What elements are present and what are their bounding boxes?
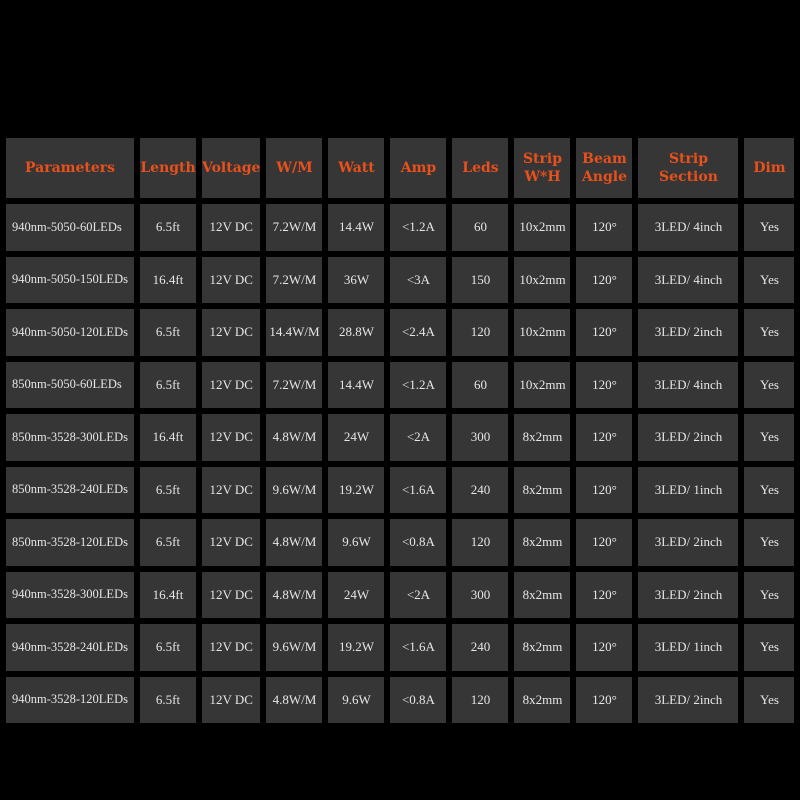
cell-parameters: 850nm-5050-60LEDs — [6, 362, 134, 409]
cell-length: 16.4ft — [140, 257, 196, 304]
header-leds — [452, 138, 508, 198]
cell-beam-angle: 120° — [576, 467, 632, 514]
cell-amp: <1.6A — [390, 467, 446, 514]
cell-wm: 7.2W/M — [266, 204, 322, 251]
cell-voltage: 12V DC — [202, 519, 260, 566]
header-label: W/M — [276, 160, 313, 176]
cell-beam-angle: 120° — [576, 677, 632, 724]
header-strip-section — [638, 138, 738, 198]
table-row — [6, 257, 794, 304]
cell-length: 16.4ft — [140, 414, 196, 461]
cell-watt: 9.6W — [328, 677, 384, 724]
cell-strip-wh: 8x2mm — [514, 572, 570, 619]
cell-voltage: 12V DC — [202, 572, 260, 619]
header-voltage — [202, 138, 260, 198]
spec-table — [0, 132, 800, 729]
header-amp — [390, 138, 446, 198]
cell-strip-wh: 8x2mm — [514, 519, 570, 566]
header-label: Parameters — [24, 160, 116, 176]
cell-strip-wh: 10x2mm — [514, 309, 570, 356]
cell-watt: 9.6W — [328, 519, 384, 566]
cell-leds: 240 — [452, 624, 508, 671]
cell-voltage: 12V DC — [202, 467, 260, 514]
header-wm — [266, 138, 322, 198]
cell-leds: 300 — [452, 414, 508, 461]
header-label: Strip Section — [659, 151, 718, 185]
cell-watt: 28.8W — [328, 309, 384, 356]
cell-watt: 14.4W — [328, 362, 384, 409]
header-label: Strip W*H — [522, 151, 562, 185]
cell-strip-wh: 8x2mm — [514, 414, 570, 461]
cell-amp: <1.6A — [390, 624, 446, 671]
cell-dim: Yes — [744, 519, 794, 566]
header-label: Length — [140, 160, 196, 176]
cell-wm: 7.2W/M — [266, 362, 322, 409]
cell-wm: 9.6W/M — [266, 624, 322, 671]
header-label: Amp — [400, 160, 437, 176]
cell-strip-section: 3LED/ 4inch — [638, 204, 738, 251]
cell-dim: Yes — [744, 467, 794, 514]
header-parameters — [6, 138, 134, 198]
cell-voltage: 12V DC — [202, 257, 260, 304]
header-dim — [744, 138, 794, 198]
cell-leds: 300 — [452, 572, 508, 619]
cell-amp: <0.8A — [390, 519, 446, 566]
cell-leds: 120 — [452, 677, 508, 724]
cell-parameters: 940nm-3528-300LEDs — [6, 572, 134, 619]
table-row — [6, 572, 794, 619]
cell-amp: <0.8A — [390, 677, 446, 724]
cell-amp: <2A — [390, 414, 446, 461]
cell-wm: 4.8W/M — [266, 519, 322, 566]
cell-length: 6.5ft — [140, 677, 196, 724]
cell-amp: <2A — [390, 572, 446, 619]
cell-beam-angle: 120° — [576, 257, 632, 304]
cell-beam-angle: 120° — [576, 362, 632, 409]
header-beam-angle — [576, 138, 632, 198]
cell-parameters: 940nm-5050-120LEDs — [6, 309, 134, 356]
cell-strip-section: 3LED/ 4inch — [638, 362, 738, 409]
cell-strip-section: 3LED/ 2inch — [638, 572, 738, 619]
cell-strip-section: 3LED/ 2inch — [638, 309, 738, 356]
cell-voltage: 12V DC — [202, 309, 260, 356]
table-row — [6, 204, 794, 251]
cell-leds: 150 — [452, 257, 508, 304]
table-row — [6, 309, 794, 356]
cell-dim: Yes — [744, 414, 794, 461]
header-label: Voltage — [202, 160, 261, 176]
header-length — [140, 138, 196, 198]
table-row — [6, 414, 794, 461]
cell-parameters: 850nm-3528-300LEDs — [6, 414, 134, 461]
cell-voltage: 12V DC — [202, 677, 260, 724]
table-row — [6, 519, 794, 566]
cell-strip-section: 3LED/ 4inch — [638, 257, 738, 304]
cell-wm: 4.8W/M — [266, 677, 322, 724]
cell-wm: 9.6W/M — [266, 467, 322, 514]
cell-length: 6.5ft — [140, 204, 196, 251]
cell-watt: 19.2W — [328, 467, 384, 514]
cell-strip-section: 3LED/ 1inch — [638, 624, 738, 671]
cell-leds: 60 — [452, 362, 508, 409]
cell-strip-section: 3LED/ 2inch — [638, 677, 738, 724]
cell-strip-section: 3LED/ 2inch — [638, 519, 738, 566]
cell-strip-wh: 8x2mm — [514, 624, 570, 671]
cell-wm: 4.8W/M — [266, 572, 322, 619]
cell-beam-angle: 120° — [576, 414, 632, 461]
cell-parameters: 850nm-3528-240LEDs — [6, 467, 134, 514]
cell-dim: Yes — [744, 572, 794, 619]
cell-length: 6.5ft — [140, 467, 196, 514]
cell-beam-angle: 120° — [576, 572, 632, 619]
cell-length: 6.5ft — [140, 624, 196, 671]
cell-strip-wh: 8x2mm — [514, 467, 570, 514]
cell-watt: 14.4W — [328, 204, 384, 251]
cell-strip-wh: 8x2mm — [514, 677, 570, 724]
cell-dim: Yes — [744, 204, 794, 251]
cell-voltage: 12V DC — [202, 624, 260, 671]
cell-strip-wh: 10x2mm — [514, 257, 570, 304]
cell-strip-wh: 10x2mm — [514, 362, 570, 409]
header-watt — [328, 138, 384, 198]
header-label: Beam Angle — [581, 151, 627, 185]
cell-watt: 19.2W — [328, 624, 384, 671]
cell-beam-angle: 120° — [576, 624, 632, 671]
table-row — [6, 677, 794, 724]
cell-leds: 120 — [452, 519, 508, 566]
cell-watt: 24W — [328, 572, 384, 619]
cell-beam-angle: 120° — [576, 309, 632, 356]
cell-amp: <1.2A — [390, 204, 446, 251]
cell-beam-angle: 120° — [576, 204, 632, 251]
header-row — [6, 138, 794, 198]
cell-watt: 24W — [328, 414, 384, 461]
cell-leds: 240 — [452, 467, 508, 514]
cell-amp: <1.2A — [390, 362, 446, 409]
cell-amp: <2.4A — [390, 309, 446, 356]
cell-parameters: 940nm-5050-60LEDs — [6, 204, 134, 251]
cell-voltage: 12V DC — [202, 362, 260, 409]
cell-watt: 36W — [328, 257, 384, 304]
cell-strip-section: 3LED/ 1inch — [638, 467, 738, 514]
cell-wm: 7.2W/M — [266, 257, 322, 304]
cell-voltage: 12V DC — [202, 204, 260, 251]
header-label: Watt — [338, 160, 375, 176]
table-row — [6, 362, 794, 409]
cell-length: 16.4ft — [140, 572, 196, 619]
cell-amp: <3A — [390, 257, 446, 304]
cell-length: 6.5ft — [140, 519, 196, 566]
cell-voltage: 12V DC — [202, 414, 260, 461]
cell-dim: Yes — [744, 362, 794, 409]
header-label: Dim — [753, 160, 786, 176]
cell-leds: 120 — [452, 309, 508, 356]
cell-length: 6.5ft — [140, 362, 196, 409]
cell-strip-wh: 10x2mm — [514, 204, 570, 251]
cell-dim: Yes — [744, 677, 794, 724]
cell-parameters: 940nm-3528-240LEDs — [6, 624, 134, 671]
cell-dim: Yes — [744, 309, 794, 356]
cell-wm: 4.8W/M — [266, 414, 322, 461]
cell-dim: Yes — [744, 257, 794, 304]
table-row — [6, 624, 794, 671]
cell-length: 6.5ft — [140, 309, 196, 356]
header-strip-wh — [514, 138, 570, 198]
cell-beam-angle: 120° — [576, 519, 632, 566]
cell-strip-section: 3LED/ 2inch — [638, 414, 738, 461]
table-row — [6, 467, 794, 514]
cell-parameters: 850nm-3528-120LEDs — [6, 519, 134, 566]
cell-leds: 60 — [452, 204, 508, 251]
cell-wm: 14.4W/M — [266, 309, 322, 356]
cell-dim: Yes — [744, 624, 794, 671]
header-label: Leds — [462, 160, 499, 176]
cell-parameters: 940nm-5050-150LEDs — [6, 257, 134, 304]
table-body — [6, 138, 794, 723]
cell-parameters: 940nm-3528-120LEDs — [6, 677, 134, 724]
